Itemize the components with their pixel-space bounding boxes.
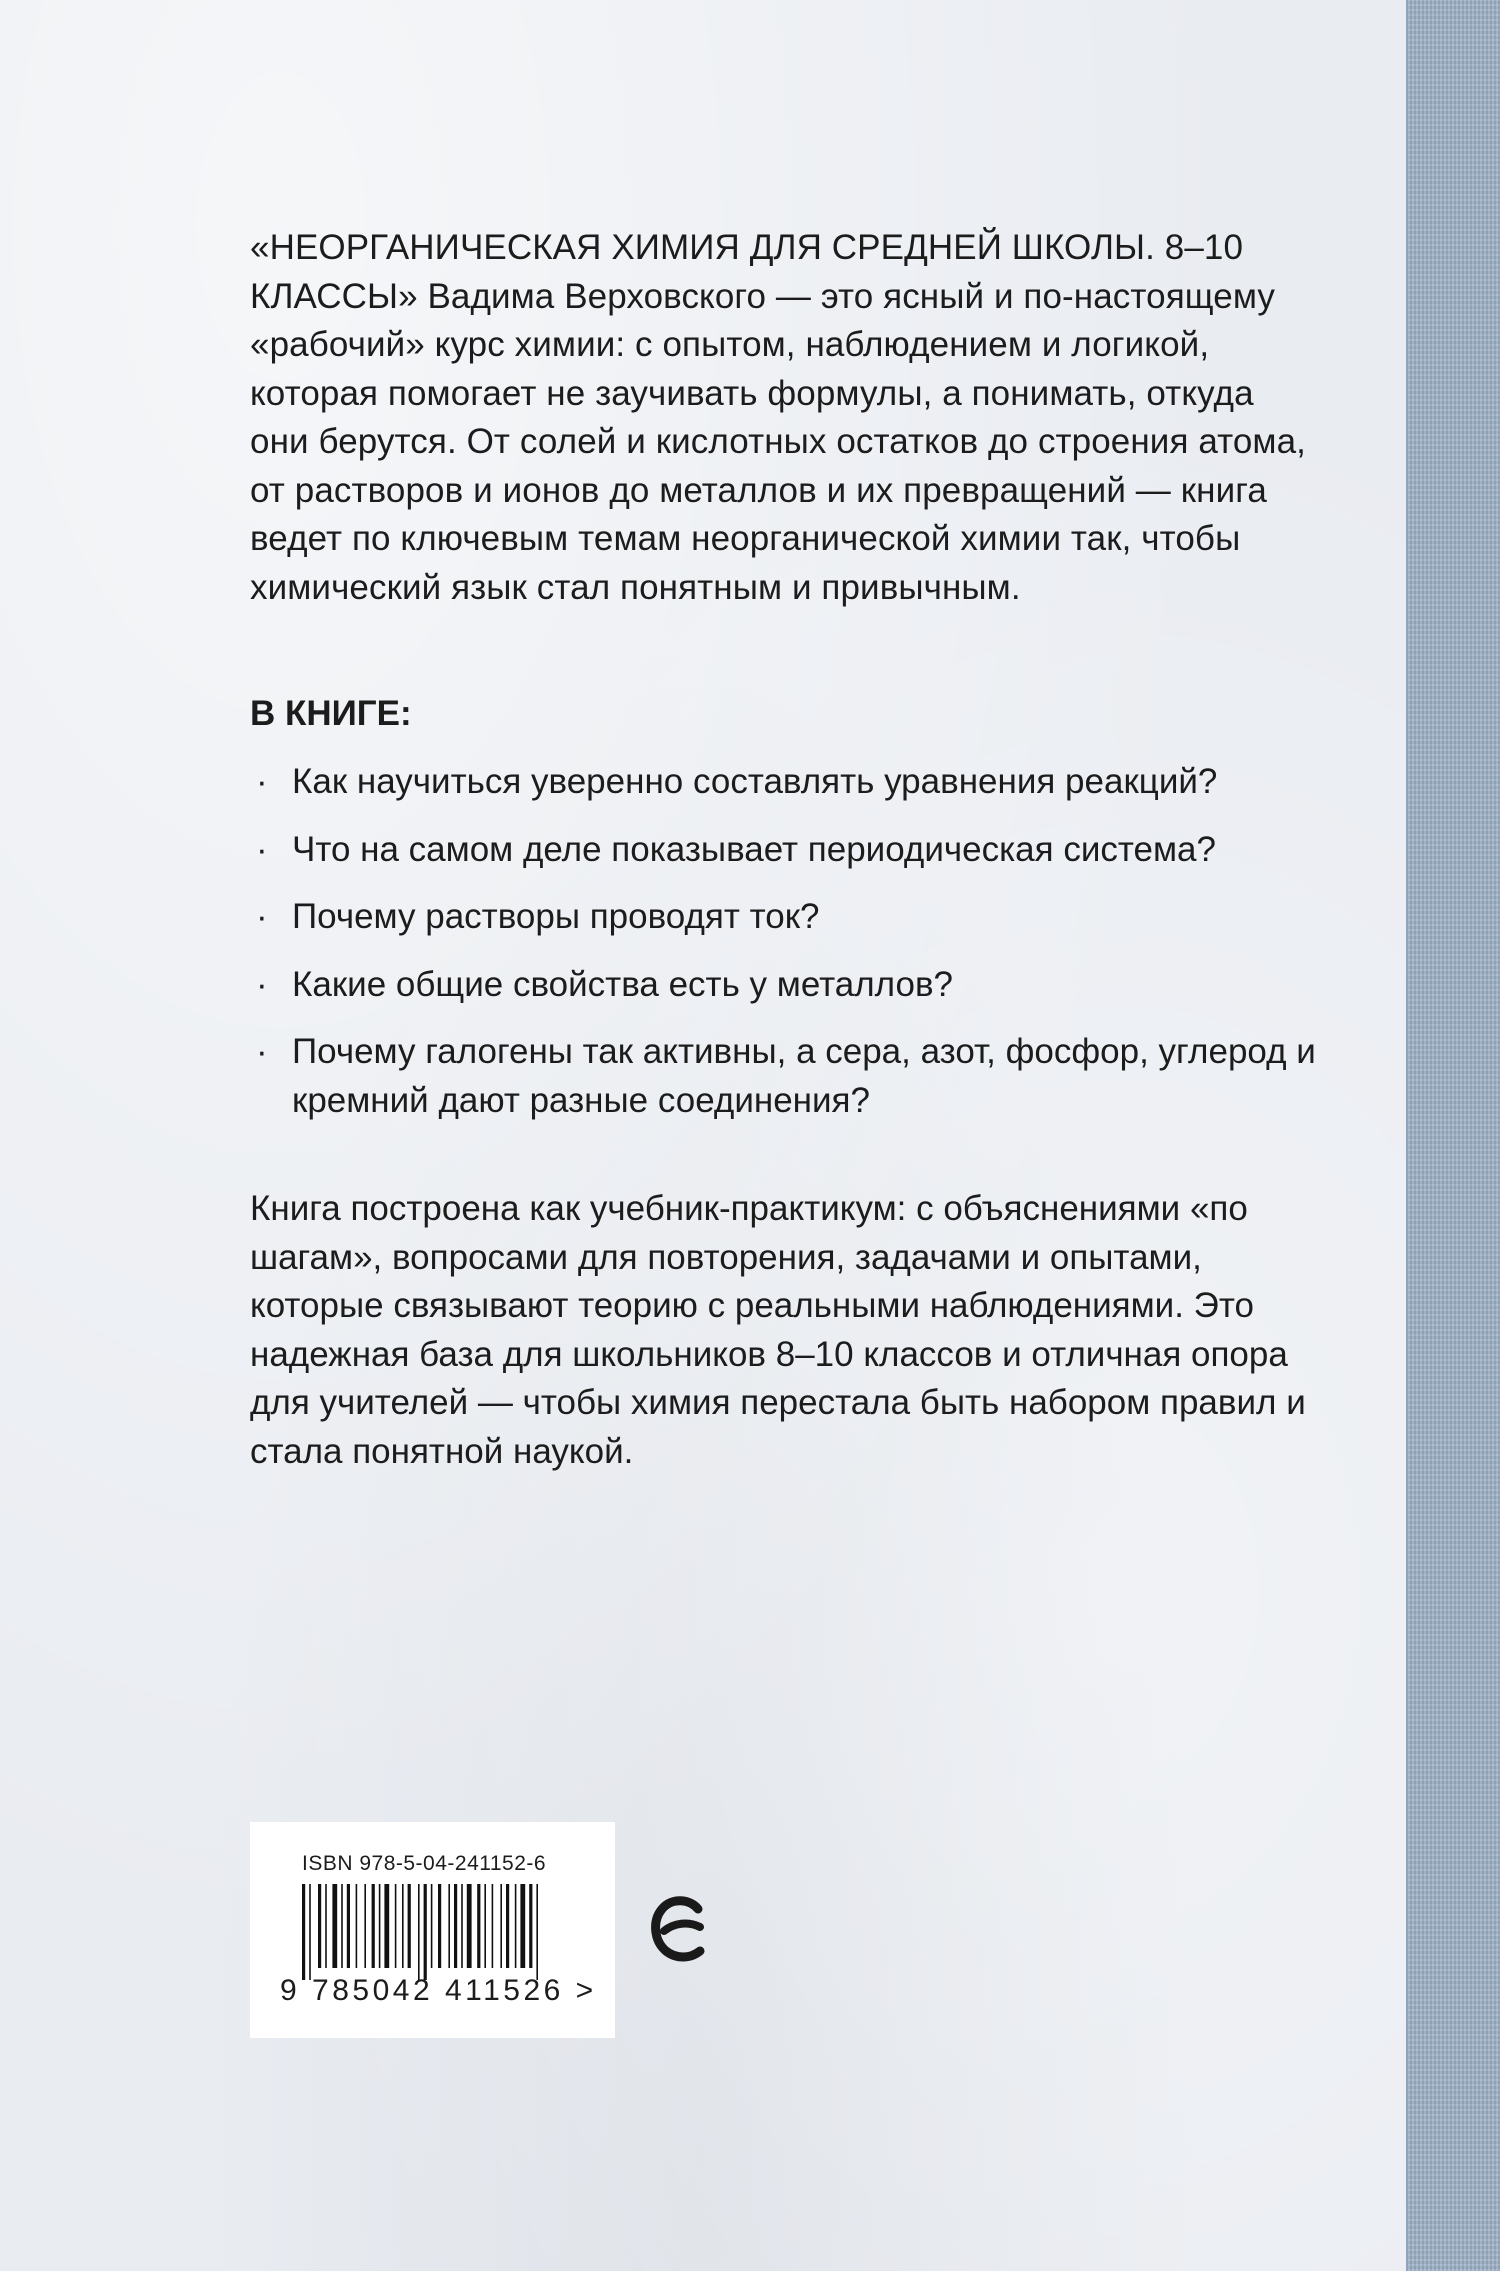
barcode-bar <box>536 1884 538 1980</box>
barcode-bar <box>408 1884 411 1968</box>
barcode-bar <box>395 1884 397 1968</box>
question-text: Как научиться уверенно составлять уравнения реакций? <box>292 762 1218 801</box>
barcode-bar <box>448 1884 450 1968</box>
book-spine <box>1406 0 1500 2271</box>
bullet-icon: · <box>256 897 268 936</box>
barcode-bar <box>506 1884 509 1968</box>
barcode-bar <box>438 1884 441 1968</box>
barcode-bar <box>318 1884 321 1968</box>
list-item <box>250 893 1352 942</box>
barcode-bar <box>309 1884 311 1980</box>
book-description: «НЕОРГАНИЧЕСКАЯ ХИМИЯ ДЛЯ СРЕДНЕЙ ШКОЛЫ. 8–10 КЛАССЫ» Вадима Верховского — это ясный и по-настоящему «рабочий» курс химии: с опытом, наблюдением и логикой, которая помогает не заучивать формулы, а понимать, откуда они берутся. От солей и кислотных остатков до строения атома, от растворов и ионов до металлов и их превращений — книга ведет по ключевым темам неорганической химии так, чтобы химический язык стал понятным и привычным. <box>250 228 1306 607</box>
question-text: Почему растворы проводят ток? <box>292 897 820 936</box>
barcode-bar <box>500 1884 502 1968</box>
barcode-bar <box>467 1884 472 1968</box>
barcode-bar <box>347 1884 350 1968</box>
barcode-bar <box>454 1884 457 1968</box>
book-summary: Книга построена как учебник-практикум: с объяснениями «по шагам», вопросами для повторения, задачами и опытами, которые связывают теорию с реальными наблюдениями. Это надежная база для школьников 8–10 классов и отличная опора для учителей — чтобы химия перестала быть набором правил и стала понятной наукой. <box>250 1189 1306 1471</box>
bullet-icon: · <box>256 964 268 1004</box>
barcode-bar <box>515 1884 517 1968</box>
barcode-bar <box>302 1884 305 1980</box>
question-text: Какие общие свойства есть у металлов? <box>292 964 954 1004</box>
barcode-bar <box>431 1884 433 1968</box>
barcode-bar <box>529 1884 532 1968</box>
eksmo-e-logo-icon <box>650 1895 708 1965</box>
barcode-bar <box>477 1884 480 1968</box>
isbn-barcode <box>250 1822 615 2038</box>
barcode-bar <box>492 1884 494 1968</box>
barcode-bar <box>418 1884 420 1980</box>
barcode-bar <box>372 1884 375 1968</box>
barcode-bar <box>325 1884 327 1968</box>
question-text: Почему галогены так активны, а сера, азот, фосфор, углерод и кремний дают разные соединения? <box>292 1032 1316 1120</box>
list-item <box>250 961 1352 1010</box>
bullet-icon: · <box>256 1032 268 1071</box>
barcode-bar <box>379 1884 381 1968</box>
barcode-bar <box>384 1884 389 1968</box>
barcode-bar <box>402 1884 404 1968</box>
list-item <box>250 1028 1352 1125</box>
barcode-bar <box>461 1884 463 1968</box>
barcode-bars <box>302 1884 572 1980</box>
cover-text-block <box>250 224 1340 1476</box>
list-item <box>250 826 1352 875</box>
question-text: Что на самом деле показывает периодическая система? <box>292 829 1216 869</box>
bullet-icon: · <box>256 829 268 869</box>
questions-list <box>250 758 1340 1125</box>
barcode-digits: 9 785042 411526 > <box>280 1974 597 2007</box>
barcode-bar <box>424 1884 427 1980</box>
list-item <box>250 758 1352 807</box>
barcode-bar <box>520 1884 525 1968</box>
section-title: В КНИГЕ: <box>250 694 412 733</box>
barcode-bar <box>332 1884 337 1968</box>
barcode-bar <box>484 1884 486 1968</box>
barcode-bar <box>364 1884 366 1968</box>
bullet-icon: · <box>256 762 268 801</box>
isbn-label: ISBN 978-5-04-241152-6 <box>302 1852 547 1875</box>
barcode-bar <box>356 1884 358 1968</box>
barcode-bar <box>341 1884 343 1968</box>
